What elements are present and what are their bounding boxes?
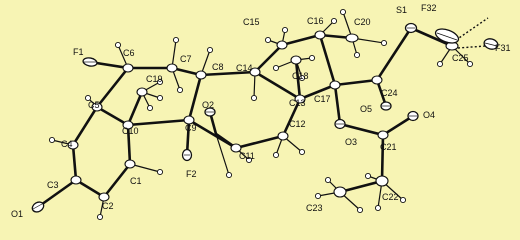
- atom-c20: [346, 34, 358, 42]
- label-s1: S1: [396, 5, 408, 15]
- label-f31: F31: [495, 43, 511, 53]
- atom-c1: [125, 160, 135, 168]
- atom-c22: [376, 176, 388, 186]
- atom-c6: [123, 64, 133, 72]
- label-c10: C10: [122, 126, 139, 136]
- atom-c12: [278, 132, 288, 140]
- label-c11: C11: [239, 151, 255, 161]
- label-c21: C21: [380, 142, 397, 152]
- label-c6: C6: [123, 48, 135, 58]
- label-c17: C17: [314, 94, 331, 104]
- atom-c24: [372, 76, 382, 84]
- label-o2: O2: [202, 100, 215, 110]
- label-c18: C18: [292, 71, 309, 81]
- atom-o5: [381, 102, 391, 110]
- label-c14: C14: [236, 63, 253, 73]
- label-c1: C1: [130, 176, 142, 186]
- label-f1: F1: [73, 47, 84, 57]
- atom-f2: [183, 150, 192, 161]
- atom-c21: [378, 131, 388, 139]
- atom-c7: [167, 64, 177, 72]
- atom-c16: [315, 31, 325, 39]
- atom-c15: [277, 41, 287, 49]
- atom-o4: [408, 112, 418, 121]
- atom-c8: [196, 71, 206, 79]
- label-c4: C4: [61, 139, 73, 149]
- atom-c18: [291, 56, 301, 64]
- label-o4: O4: [423, 110, 436, 120]
- label-f32: F32: [421, 3, 437, 13]
- label-c15: C15: [243, 17, 260, 27]
- label-c23: C23: [306, 203, 323, 213]
- label-c22: C22: [382, 192, 399, 202]
- atom-c23: [334, 187, 346, 197]
- atom-c3: [71, 176, 81, 184]
- label-c9: C9: [185, 123, 197, 133]
- label-c19: C19: [146, 74, 163, 84]
- label-o3: O3: [345, 137, 358, 147]
- label-f2: F2: [186, 169, 197, 179]
- label-o5: O5: [360, 104, 373, 114]
- atom-c17: [330, 81, 340, 89]
- label-c2: C2: [102, 201, 114, 211]
- label-c7: C7: [180, 54, 192, 64]
- label-c8: C8: [212, 62, 224, 72]
- label-o1: O1: [11, 209, 24, 219]
- label-c12: C12: [289, 119, 306, 129]
- label-c16: C16: [307, 16, 324, 26]
- atom-o3: [335, 120, 345, 129]
- label-c5: C5: [88, 100, 100, 110]
- atom-c2: [99, 193, 109, 201]
- label-c13: C13: [289, 98, 306, 108]
- label-c25: C25: [452, 53, 469, 63]
- label-c20: C20: [354, 17, 371, 27]
- label-c3: C3: [47, 180, 59, 190]
- label-c24: C24: [381, 88, 398, 98]
- atom-s1: [406, 24, 417, 33]
- atom-c19: [137, 88, 147, 96]
